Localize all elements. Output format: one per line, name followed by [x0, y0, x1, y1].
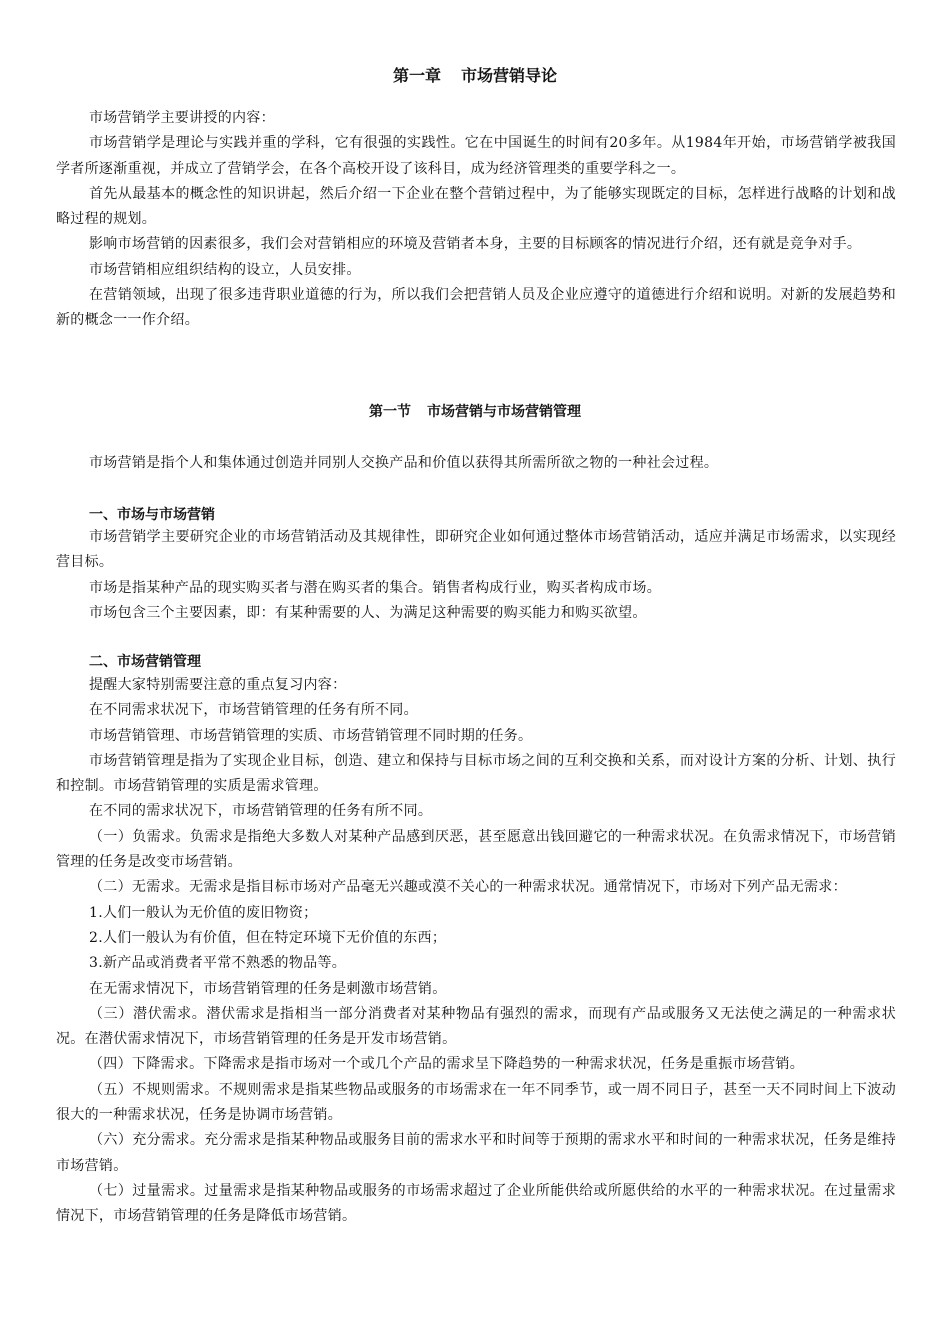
part2-block — [56, 673, 896, 1230]
paragraph: （五）不规则需求。不规则需求是指某些物品或服务的市场需求在一年不同季节，或一周不同日子，甚至一天不同时间上下波动很大的一种需求状况，任务是协调市场营销。 — [56, 1081, 896, 1124]
paragraph: 提醒大家特别需要注意的重点复习内容： — [89, 677, 347, 693]
part2-heading: 二、市场营销管理 — [89, 654, 201, 670]
paragraph: （三）潜伏需求。潜伏需求是指相当一部分消费者对某种物品有强烈的需求，而现有产品或服务又无法使之满足的一种需求状况。在潜伏需求情况下，市场营销管理的任务是开发市场营销。 — [56, 1005, 896, 1048]
paragraph: 市场营销学主要研究企业的市场营销活动及其规律性，即研究企业如何通过整体市场营销活动，适应并满足市场需求，以实现经营目标。 — [56, 529, 896, 571]
paragraph: （四）下降需求。下降需求是指市场对一个或几个产品的需求呈下降趋势的一种需求状况，任务是重振市场营销。 — [89, 1056, 804, 1073]
chapter-name: 市场营销导论 — [461, 66, 558, 85]
paragraph: 市场营销管理、市场营销管理的实质、市场营销管理不同时期的任务。 — [89, 727, 533, 744]
chapter-label: 第一章 — [392, 66, 441, 85]
definition-paragraph: 市场营销是指个人和集体通过创造并同别人交换产品和价值以获得其所需所欲之物的一种社会过程。 — [89, 455, 719, 471]
paragraph: 市场营销学主要讲授的内容： — [89, 110, 275, 126]
section-name: 市场营销与市场营销管理 — [427, 404, 581, 420]
list-item: 1.人们一般认为无价值的废旧物资； — [89, 904, 318, 921]
paragraph: 在不同的需求状况下，市场营销管理的任务有所不同。 — [89, 803, 433, 820]
paragraph: 市场营销管理是指为了实现企业目标，创造、建立和保持与目标市场之间的互利交换和关系，而对设计方案的分析、计划、执行和控制。市场营销管理的实质是需求管理。 — [56, 752, 896, 795]
paragraph: 在无需求情况下，市场营销管理的任务是刺激市场营销。 — [89, 980, 447, 997]
part1-heading: 一、市场与市场营销 — [89, 507, 215, 523]
section-label: 第一节 — [369, 404, 411, 420]
paragraph: 市场包含三个主要因素，即：有某种需要的人、为满足这种需要的购买能力和购买欲望。 — [89, 604, 647, 621]
paragraph: 首先从最基本的概念性的知识讲起，然后介绍一下企业在整个营销过程中，为了能够实现既定的目标，怎样进行战略的计划和战略过程的规划。 — [56, 185, 896, 228]
section-title — [0, 402, 950, 422]
paragraph: （二）无需求。无需求是指目标市场对产品毫无兴趣或漠不关心的一种需求状况。通常情况下，市场对下列产品无需求： — [89, 879, 847, 896]
paragraph: （六）充分需求。充分需求是指某种物品或服务目前的需求水平和时间等于预期的需求水平和时间的一种需求状况，任务是维持市场营销。 — [56, 1132, 896, 1174]
list-item: 2.人们一般认为有价值，但在特定环境下无价值的东西； — [89, 929, 447, 946]
paragraph: （一）负需求。负需求是指绝大多数人对某种产品感到厌恶，甚至愿意出钱回避它的一种需求状况。在负需求情况下，市场营销管理的任务是改变市场营销。 — [56, 828, 896, 871]
paragraph: 在营销领域，出现了很多违背职业道德的行为，所以我们会把营销人员及企业应遵守的道德进行介绍和说明。对新的发展趋势和新的概念一一作介绍。 — [56, 287, 896, 329]
part1-block — [56, 525, 896, 626]
paragraph: 在不同需求状况下，市场营销管理的任务有所不同。 — [89, 702, 418, 719]
paragraph: 影响市场营销的因素很多，我们会对营销相应的环境及营销者本身，主要的目标顾客的情况进行介绍，还有就是竞争对手。 — [89, 236, 862, 253]
definition-block — [56, 451, 896, 476]
intro-block — [56, 106, 896, 334]
paragraph: （七）过量需求。过量需求是指某种物品或服务的市场需求超过了企业所能供给或所愿供给的水平的一种需求状况。在过量需求情况下，市场营销管理的任务是降低市场营销。 — [56, 1182, 896, 1225]
chapter-title — [0, 66, 950, 86]
paragraph: 市场营销学是理论与实践并重的学科，它有很强的实践性。它在中国诞生的时间有20多年。从1984年开始，市场营销学被我国学者所逐渐重视，并成立了营销学会，在各个高校开设了该科目，成为经济管理类的重要学科之一。 — [56, 135, 896, 177]
list-item: 3.新产品或消费者平常不熟悉的物品等。 — [89, 955, 347, 972]
paragraph: 市场营销相应组织结构的设立，人员安排。 — [89, 261, 361, 278]
paragraph: 市场是指某种产品的现实购买者与潜在购买者的集合。销售者构成行业，购买者构成市场。 — [89, 579, 661, 596]
